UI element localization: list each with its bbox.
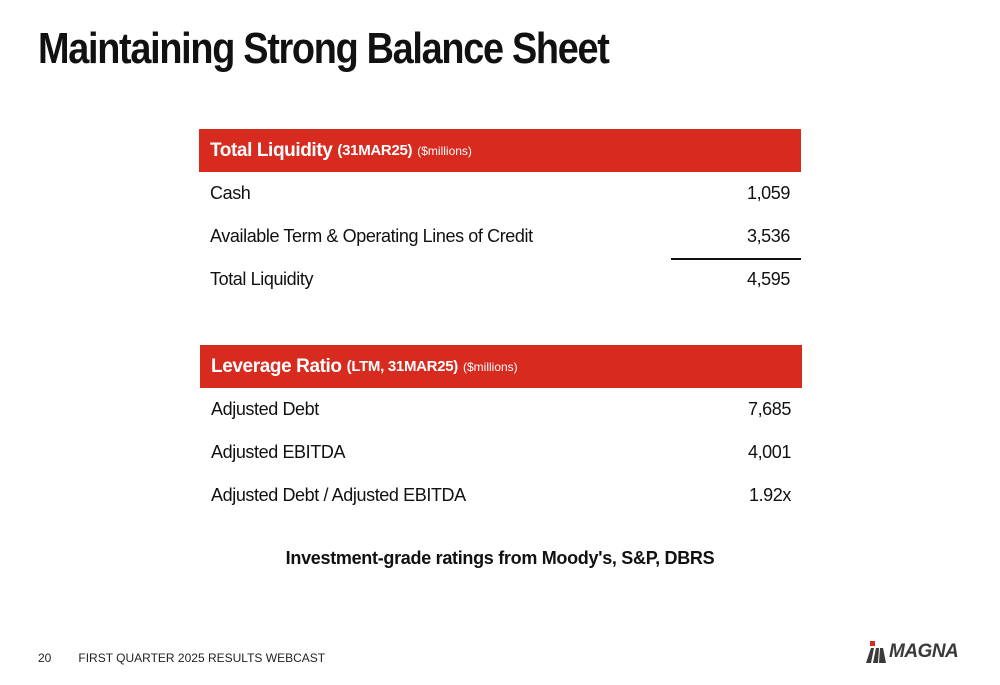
- leverage-ratio-header-title: Leverage Ratio: [211, 355, 342, 377]
- table-row: [200, 431, 802, 474]
- footer-text: FIRST QUARTER 2025 RESULTS WEBCAST: [78, 651, 326, 665]
- row-label: Cash: [210, 183, 251, 203]
- total-row: [199, 258, 801, 301]
- total-liquidity-table: [199, 129, 801, 301]
- row-label: Adjusted EBITDA: [211, 442, 346, 462]
- page-number: 20: [38, 651, 52, 665]
- total-liquidity-header-unit: ($millions): [417, 143, 472, 158]
- row-label: Total Liquidity: [210, 269, 314, 289]
- leverage-ratio-header-date: (LTM, 31MAR25): [346, 358, 458, 375]
- leverage-ratio-header: [200, 345, 802, 388]
- total-liquidity-header-title: Total Liquidity: [210, 139, 333, 161]
- total-liquidity-header-date: (31MAR25): [337, 142, 413, 159]
- row-label: Available Term & Operating Lines of Credit: [210, 226, 533, 246]
- row-value: 4,595: [746, 269, 790, 289]
- ratings-note: Investment-grade ratings from Moody's, S&P, DBRS: [285, 548, 715, 568]
- table-row: [199, 215, 801, 258]
- table-row: [200, 474, 802, 517]
- row-value: 1,059: [746, 183, 790, 203]
- leverage-ratio-header-unit: ($millions): [463, 359, 518, 374]
- slide-footer: [38, 651, 325, 665]
- row-label: Adjusted Debt: [211, 399, 319, 419]
- page-title: Maintaining Strong Balance Sheet: [38, 24, 609, 73]
- total-liquidity-header: [199, 129, 801, 172]
- magna-logo-icon: [866, 641, 886, 663]
- row-value: 4,001: [747, 442, 791, 462]
- magna-logo: [866, 641, 958, 663]
- magna-logo-text: MAGNA: [889, 641, 959, 662]
- row-value: 3,536: [746, 226, 790, 246]
- row-label: Adjusted Debt / Adjusted EBITDA: [211, 485, 466, 505]
- table-row: [200, 388, 802, 431]
- table-row: [199, 172, 801, 215]
- leverage-ratio-table: [200, 345, 802, 517]
- row-value: 1.92x: [748, 485, 791, 505]
- row-value: 7,685: [747, 399, 791, 419]
